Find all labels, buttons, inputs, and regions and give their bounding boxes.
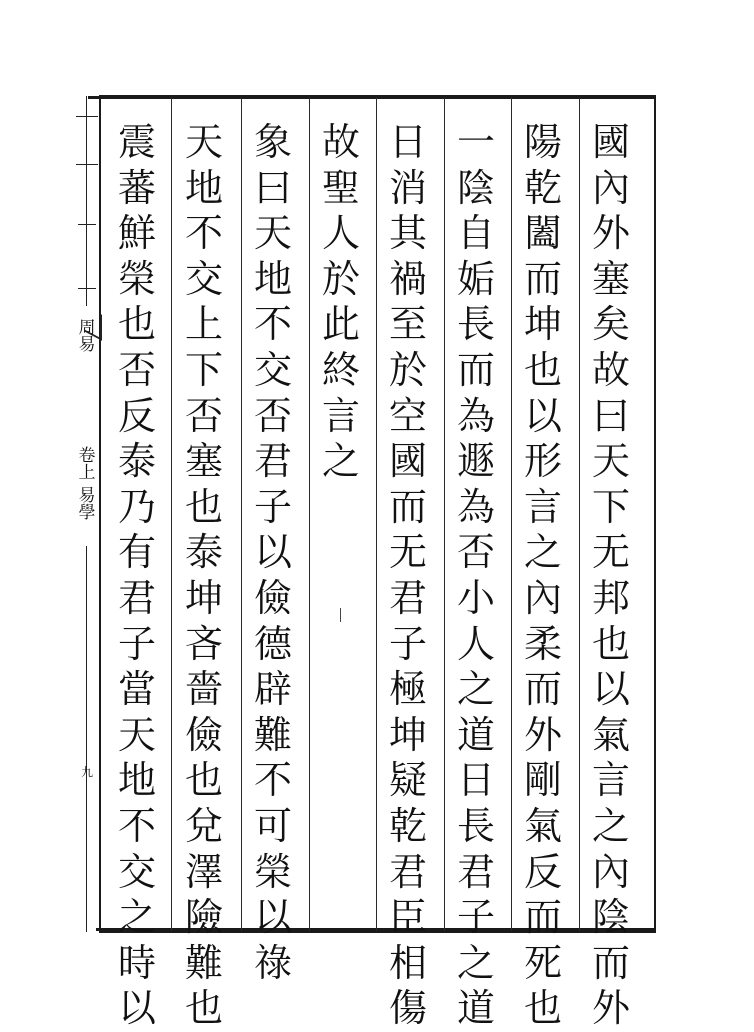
column-character: 无 xyxy=(591,530,630,575)
column-character: 臣 xyxy=(388,895,427,940)
column-character: 外 xyxy=(591,986,630,1031)
column-character: 矣 xyxy=(591,302,630,347)
column-character: 氣 xyxy=(591,712,630,757)
column-rule xyxy=(171,97,172,931)
column-character: 死 xyxy=(523,940,562,985)
column-character: 子 xyxy=(388,621,427,666)
stray-ink-mark xyxy=(340,608,341,622)
column-character: 小 xyxy=(456,575,495,620)
column-character: 道 xyxy=(456,712,495,757)
column-character: 故 xyxy=(321,120,360,164)
column-character: 君 xyxy=(253,439,292,484)
column-character: 極 xyxy=(388,667,427,712)
gutter-tick xyxy=(78,224,96,225)
column-character: 日 xyxy=(388,120,427,164)
column-character: 也 xyxy=(523,986,562,1031)
text-column xyxy=(110,120,164,1032)
column-character: 辟 xyxy=(253,667,292,712)
column-character: 以 xyxy=(117,986,156,1031)
text-column xyxy=(177,120,231,1032)
column-character: 之 xyxy=(117,895,156,940)
column-character: 蕃 xyxy=(117,165,156,210)
margin-chapter: 卷上 xyxy=(78,446,96,483)
column-character: 天 xyxy=(591,439,630,484)
column-character: 也 xyxy=(184,758,223,803)
gutter-line-upper xyxy=(86,96,87,306)
column-character: 交 xyxy=(253,347,292,392)
column-character: 陰 xyxy=(591,895,630,940)
column-character: 其 xyxy=(388,211,427,256)
column-character: 君 xyxy=(456,849,495,894)
column-character: 故 xyxy=(591,347,630,392)
column-rule xyxy=(241,97,242,931)
column-character: 泰 xyxy=(184,530,223,575)
column-character: 不 xyxy=(184,211,223,256)
column-character: 一 xyxy=(456,120,495,164)
column-character: 儉 xyxy=(253,575,292,620)
column-character: 之 xyxy=(456,940,495,985)
column-character: 剛 xyxy=(523,758,562,803)
column-character: 子 xyxy=(253,484,292,529)
text-column xyxy=(449,120,503,1032)
column-character: 反 xyxy=(523,849,562,894)
page-margin-gutter xyxy=(76,96,98,932)
text-column xyxy=(584,120,638,1032)
column-character: 子 xyxy=(456,895,495,940)
column-character: 交 xyxy=(184,256,223,301)
column-character: 長 xyxy=(456,302,495,347)
gutter-line-bottom xyxy=(86,786,87,932)
column-character: 國 xyxy=(591,120,630,164)
text-column xyxy=(246,120,300,986)
column-character: 禍 xyxy=(388,256,427,301)
column-character: 終 xyxy=(321,347,360,392)
column-character: 言 xyxy=(321,393,360,438)
column-character: 以 xyxy=(523,393,562,438)
column-character: 榮 xyxy=(253,849,292,894)
column-character: 之 xyxy=(456,667,495,712)
column-character: 下 xyxy=(591,484,630,529)
column-character: 而 xyxy=(591,940,630,985)
column-character: 泰 xyxy=(117,439,156,484)
gutter-tick xyxy=(76,116,98,117)
column-character: 君 xyxy=(117,575,156,620)
margin-section: 易學 xyxy=(78,486,96,523)
column-character: 言 xyxy=(591,758,630,803)
column-character: 國 xyxy=(388,439,427,484)
column-character: 榮 xyxy=(117,256,156,301)
column-character: 至 xyxy=(388,302,427,347)
column-character: 邦 xyxy=(591,575,630,620)
column-character: 於 xyxy=(388,347,427,392)
column-character: 下 xyxy=(184,347,223,392)
text-column xyxy=(516,120,570,1032)
column-character: 嗇 xyxy=(184,667,223,712)
margin-page-number: 九 xyxy=(80,765,93,779)
column-character: 之 xyxy=(321,439,360,484)
column-character: 不 xyxy=(253,302,292,347)
column-character: 君 xyxy=(388,575,427,620)
column-character: 形 xyxy=(523,439,562,484)
column-character: 於 xyxy=(321,256,360,301)
column-character: 內 xyxy=(591,849,630,894)
column-character: 此 xyxy=(321,302,360,347)
column-character: 吝 xyxy=(184,621,223,666)
column-character: 子 xyxy=(117,621,156,666)
column-character: 坤 xyxy=(388,712,427,757)
column-character: 可 xyxy=(253,803,292,848)
column-character: 時 xyxy=(117,940,156,985)
column-character: 地 xyxy=(184,165,223,210)
column-character: 而 xyxy=(456,347,495,392)
column-character: 而 xyxy=(388,484,427,529)
column-character: 也 xyxy=(523,347,562,392)
column-character: 當 xyxy=(117,667,156,712)
column-character: 長 xyxy=(456,803,495,848)
column-character: 上 xyxy=(184,302,223,347)
column-character: 乾 xyxy=(388,803,427,848)
column-character: 天 xyxy=(117,712,156,757)
column-character: 象 xyxy=(253,120,292,164)
column-character: 否 xyxy=(117,347,156,392)
column-character: 而 xyxy=(523,256,562,301)
column-character: 為 xyxy=(456,393,495,438)
text-column xyxy=(314,120,368,485)
column-character: 日 xyxy=(456,758,495,803)
column-character: 交 xyxy=(117,849,156,894)
column-character: 空 xyxy=(388,393,427,438)
column-character: 天 xyxy=(253,211,292,256)
column-character: 內 xyxy=(591,165,630,210)
column-character: 而 xyxy=(523,895,562,940)
column-character: 曰 xyxy=(253,165,292,210)
column-character: 不 xyxy=(117,803,156,848)
column-character: 君 xyxy=(388,849,427,894)
column-character: 反 xyxy=(117,393,156,438)
column-character: 乃 xyxy=(117,484,156,529)
column-character: 也 xyxy=(591,621,630,666)
column-rule xyxy=(309,97,310,931)
column-character: 疑 xyxy=(388,758,427,803)
column-character: 德 xyxy=(253,621,292,666)
column-character: 以 xyxy=(253,530,292,575)
column-character: 內 xyxy=(523,575,562,620)
margin-title: 周易 xyxy=(78,318,96,355)
column-character: 也 xyxy=(117,302,156,347)
column-character: 坤 xyxy=(523,302,562,347)
column-character: 言 xyxy=(523,484,562,529)
column-character: 聖 xyxy=(321,165,360,210)
column-character: 震 xyxy=(117,120,156,164)
column-character: 闔 xyxy=(523,211,562,256)
text-column xyxy=(381,120,435,1032)
column-character: 為 xyxy=(456,484,495,529)
column-character: 也 xyxy=(184,484,223,529)
gutter-tick xyxy=(78,288,96,289)
column-character: 之 xyxy=(523,530,562,575)
column-character: 人 xyxy=(456,621,495,666)
column-character: 傷 xyxy=(388,986,427,1031)
column-character: 不 xyxy=(253,758,292,803)
column-character: 姤 xyxy=(456,256,495,301)
column-rule xyxy=(444,97,445,931)
column-character: 天 xyxy=(184,120,223,164)
column-character: 曰 xyxy=(591,393,630,438)
column-character: 塞 xyxy=(184,439,223,484)
column-character: 也 xyxy=(184,986,223,1031)
column-character: 乾 xyxy=(523,165,562,210)
column-character: 遯 xyxy=(456,439,495,484)
column-character: 自 xyxy=(456,211,495,256)
column-character: 坤 xyxy=(184,575,223,620)
column-character: 否 xyxy=(253,393,292,438)
column-character: 祿 xyxy=(253,940,292,985)
column-character: 地 xyxy=(117,758,156,803)
column-character: 道 xyxy=(456,986,495,1031)
column-character: 而 xyxy=(523,667,562,712)
column-character: 難 xyxy=(253,712,292,757)
column-character: 外 xyxy=(523,712,562,757)
column-character: 以 xyxy=(253,895,292,940)
column-rule xyxy=(511,97,512,931)
column-character: 地 xyxy=(253,256,292,301)
column-character: 險 xyxy=(184,895,223,940)
column-character: 否 xyxy=(184,393,223,438)
column-character: 柔 xyxy=(523,621,562,666)
column-character: 兌 xyxy=(184,803,223,848)
column-character: 有 xyxy=(117,530,156,575)
column-character: 外 xyxy=(591,211,630,256)
column-character: 消 xyxy=(388,165,427,210)
column-rule xyxy=(376,97,377,931)
column-rule xyxy=(579,97,580,931)
column-character: 之 xyxy=(591,803,630,848)
column-character: 難 xyxy=(184,940,223,985)
column-character: 无 xyxy=(388,530,427,575)
column-character: 相 xyxy=(388,940,427,985)
column-character: 以 xyxy=(591,667,630,712)
column-character: 氣 xyxy=(523,803,562,848)
column-character: 陰 xyxy=(456,165,495,210)
column-character: 鮮 xyxy=(117,211,156,256)
column-character: 否 xyxy=(456,530,495,575)
column-character: 陽 xyxy=(523,120,562,164)
column-character: 塞 xyxy=(591,256,630,301)
column-character: 人 xyxy=(321,211,360,256)
column-character: 儉 xyxy=(184,712,223,757)
column-character: 澤 xyxy=(184,849,223,894)
gutter-tick xyxy=(76,164,98,165)
